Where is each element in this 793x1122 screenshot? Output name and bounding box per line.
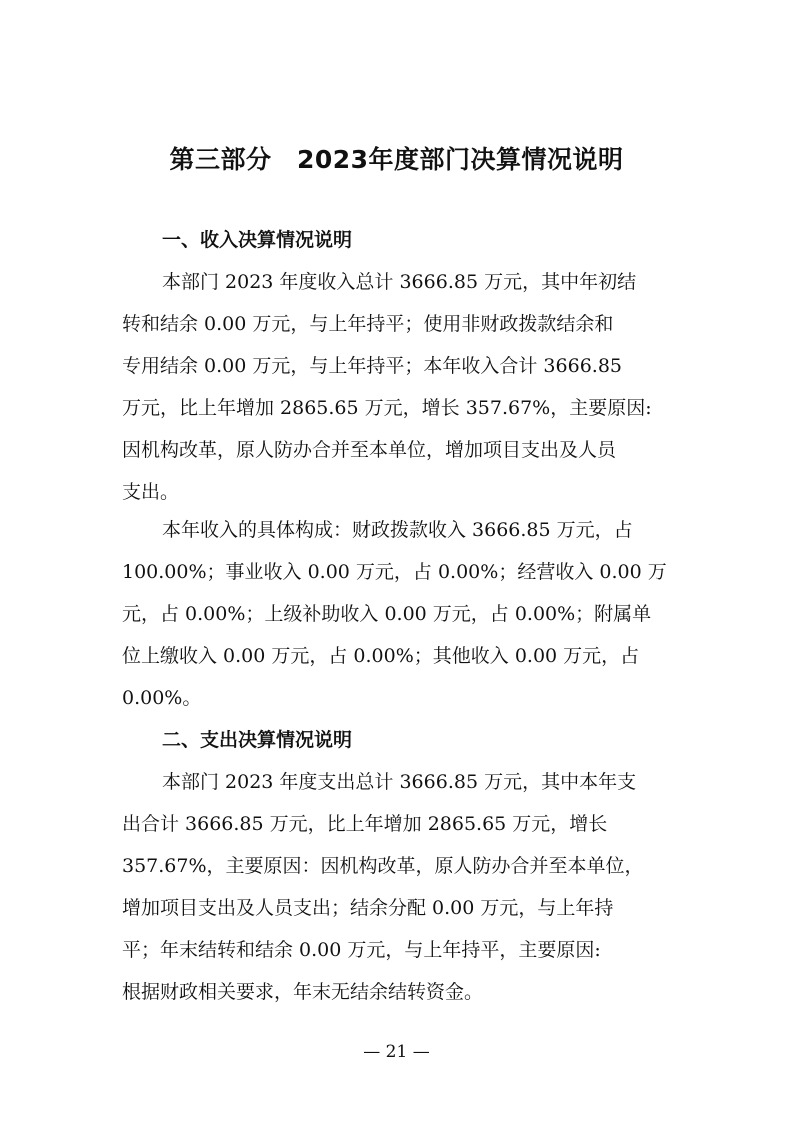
text-line: 本部门 2023 年度收入总计 3666.85 万元，其中年初结 <box>162 271 637 293</box>
text-line: 本部门 2023 年度支出总计 3666.85 万元，其中本年支 <box>162 771 637 793</box>
text-line: 增加项目支出及人员支出；结余分配 0.00 万元，与上年持 <box>122 897 614 919</box>
text-line: 支出。 <box>122 481 180 503</box>
section-heading-expenditure: 二、支出决算情况说明 <box>162 729 353 751</box>
text-line: 本年收入的具体构成：财政拨款收入 3666.85 万元，占 <box>162 519 633 541</box>
text-line: 平；年末结转和结余 0.00 万元，与上年持平，主要原因: <box>122 939 601 961</box>
section-heading-income: 一、收入决算情况说明 <box>162 229 353 251</box>
text-line: 转和结余 0.00 万元，与上年持平；使用非财政拨款结余和 <box>122 313 614 335</box>
text-line: 位上缴收入 0.00 万元，占 0.00%；其他收入 0.00 万元，占 <box>122 645 640 667</box>
page-title: 第三部分 2023年度部门决算情况说明 <box>169 145 624 174</box>
text-line: 根据财政相关要求，年末无结余结转资金。 <box>122 981 484 1003</box>
text-line: 100.00%；事业收入 0.00 万元，占 0.00%；经营收入 0.00 万 <box>122 561 667 583</box>
text-line: 出合计 3666.85 万元，比上年增加 2865.65 万元，增长 <box>122 813 608 835</box>
text-line: 专用结余 0.00 万元，与上年持平；本年收入合计 3666.85 <box>122 355 622 377</box>
text-line: 万元，比上年增加 2865.65 万元，增长 357.67%，主要原因: <box>122 397 652 419</box>
text-line: 因机构改革，原人防办合并至本单位，增加项目支出及人员 <box>122 439 617 461</box>
text-line: 0.00%。 <box>122 687 202 709</box>
text-line: 元，占 0.00%；上级补助收入 0.00 万元，占 0.00%；附属单 <box>122 603 652 625</box>
page-number: — 21 — <box>363 1042 430 1062</box>
text-line: 357.67%，主要原因：因机构改革，原人防办合并至本单位， <box>122 855 644 877</box>
